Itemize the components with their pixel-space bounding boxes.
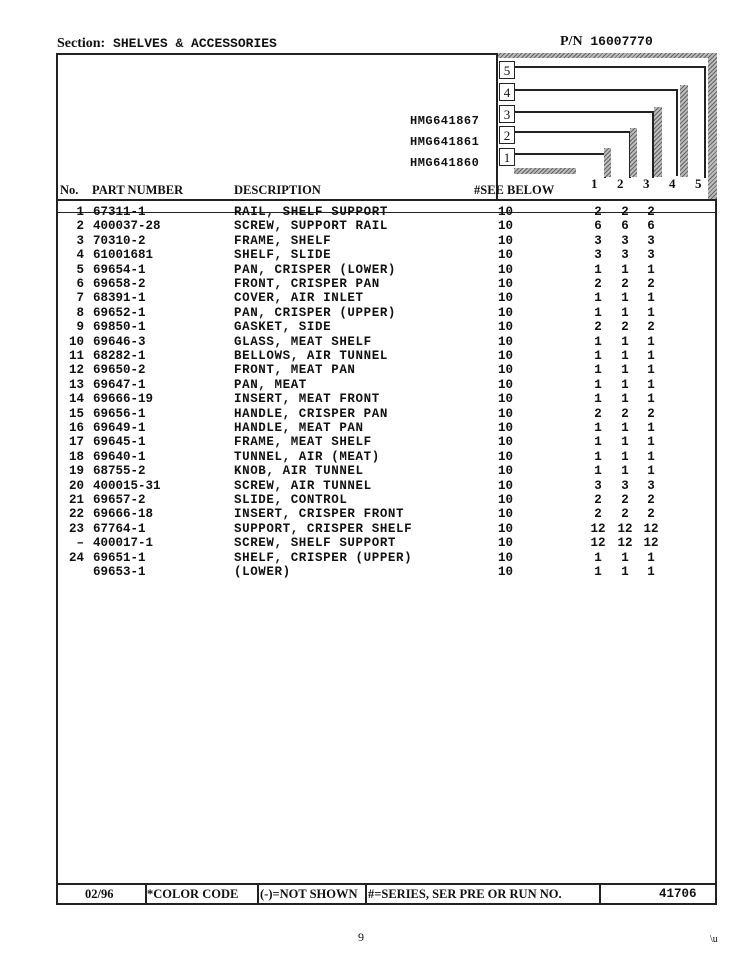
row-see-below: 10 <box>498 262 514 277</box>
row-qty-series-1: 1 <box>594 421 602 435</box>
row-qty-series-1: 3 <box>594 248 602 263</box>
model-label: HMG641860 <box>410 156 480 170</box>
row-qty-series-3: 1 <box>647 464 655 479</box>
row-description: HANDLE, MEAT PAN <box>234 421 364 435</box>
row-see-below: 10 <box>498 449 514 464</box>
row-see-below: 10 <box>498 205 514 219</box>
row-qty-series-1: 1 <box>594 565 602 579</box>
row-see-below: 10 <box>498 536 514 551</box>
row-qty-series-3: 1 <box>647 550 655 565</box>
key-divider <box>496 53 498 199</box>
row-part-number: 69666-19 <box>93 392 154 407</box>
row-qty-series-2: 1 <box>621 449 629 464</box>
row-qty-series-3: 2 <box>647 406 655 421</box>
row-qty-series-2: 12 <box>617 536 633 551</box>
row-qty-series-1: 1 <box>594 464 602 479</box>
row-part-number: 69850-1 <box>93 320 146 335</box>
row-qty-series-3: 1 <box>647 565 655 579</box>
row-qty-series-2: 2 <box>621 277 629 291</box>
row-part-number: 61001681 <box>93 248 154 263</box>
row-see-below: 10 <box>498 421 514 435</box>
part-number-heading <box>560 34 653 50</box>
row-qty-series-1: 1 <box>594 349 602 363</box>
row-no: 11 <box>68 349 84 363</box>
row-qty-series-2: 1 <box>621 435 629 450</box>
row-no: 1 <box>76 205 84 219</box>
row-description: SUPPORT, CRISPER SHELF <box>234 521 413 536</box>
row-description: SLIDE, CONTROL <box>234 493 348 507</box>
section-heading <box>57 36 277 52</box>
row-qty-series-2: 2 <box>621 406 629 421</box>
row-description: HANDLE, CRISPER PAN <box>234 406 388 421</box>
row-description: PAN, CRISPER (UPPER) <box>234 305 397 320</box>
row-part-number: 69647-1 <box>93 377 146 392</box>
row-qty-series-3: 3 <box>647 248 655 263</box>
row-qty-series-1: 3 <box>594 478 602 493</box>
row-description: SCREW, SUPPORT RAIL <box>234 219 388 234</box>
row-qty-series-2: 2 <box>621 320 629 335</box>
row-qty-series-3: 3 <box>647 233 655 248</box>
row-description: RAIL, SHELF SUPPORT <box>234 205 388 219</box>
row-description: INSERT, MEAT FRONT <box>234 392 380 407</box>
row-qty-series-3: 1 <box>647 262 655 277</box>
row-description: PAN, MEAT <box>234 377 307 392</box>
row-no: 17 <box>68 435 84 450</box>
row-no: 16 <box>68 421 84 435</box>
row-qty-series-2: 1 <box>621 363 629 378</box>
footer-legend <box>57 885 717 903</box>
row-description: KNOB, AIR TUNNEL <box>234 464 364 479</box>
key-shade-right <box>708 53 717 199</box>
row-description: (LOWER) <box>234 565 291 579</box>
row-qty-series-3: 3 <box>647 478 655 493</box>
row-see-below: 10 <box>498 521 514 536</box>
footer-separator <box>365 885 367 903</box>
row-description: PAN, CRISPER (LOWER) <box>234 262 397 277</box>
row-no: 2 <box>76 219 84 234</box>
row-qty-series-3: 1 <box>647 291 655 306</box>
row-qty-series-3: 1 <box>647 377 655 392</box>
row-see-below: 10 <box>498 305 514 320</box>
section-name: SHELVES & ACCESSORIES <box>113 36 277 51</box>
col-header-no: No. <box>60 183 79 197</box>
model-label: HMG641861 <box>410 135 480 149</box>
pn-label: P/N <box>560 34 583 49</box>
row-qty-series-1: 2 <box>594 493 602 507</box>
footer-series-note: #=SERIES, SER PRE OR RUN NO. <box>368 887 562 901</box>
footer-date: 02/96 <box>85 887 114 901</box>
row-no: 4 <box>76 248 84 263</box>
row-description: FRAME, SHELF <box>234 233 332 248</box>
row-no: 24 <box>68 550 84 565</box>
row-qty-series-1: 6 <box>594 219 602 234</box>
row-part-number: 69651-1 <box>93 550 146 565</box>
key-number-2: 2 <box>499 126 515 144</box>
row-part-number: 69656-1 <box>93 406 146 421</box>
row-see-below: 10 <box>498 219 514 234</box>
key-number-4: 4 <box>499 83 515 101</box>
row-see-below: 10 <box>498 550 514 565</box>
key-number-1: 1 <box>499 148 515 166</box>
row-qty-series-2: 3 <box>621 478 629 493</box>
page-number: 9 <box>358 930 364 944</box>
row-qty-series-1: 2 <box>594 507 602 522</box>
row-no: 14 <box>68 392 84 407</box>
row-description: GASKET, SIDE <box>234 320 332 335</box>
row-part-number: 67764-1 <box>93 521 146 536</box>
row-part-number: 69650-2 <box>93 363 146 378</box>
footer-color-code: *COLOR CODE <box>147 887 239 901</box>
row-see-below: 10 <box>498 277 514 291</box>
row-part-number: 69658-2 <box>93 277 146 291</box>
row-see-below: 10 <box>498 435 514 450</box>
row-qty-series-3: 1 <box>647 363 655 378</box>
row-qty-series-1: 1 <box>594 291 602 306</box>
row-see-below: 10 <box>498 478 514 493</box>
row-qty-series-3: 2 <box>647 205 655 219</box>
row-see-below: 10 <box>498 320 514 335</box>
row-qty-series-3: 2 <box>647 277 655 291</box>
col-header-see-below: #SEE BELOW <box>474 183 555 197</box>
row-qty-series-1: 1 <box>594 377 602 392</box>
corner-mark: \u <box>710 934 718 945</box>
row-qty-series-1: 1 <box>594 550 602 565</box>
row-part-number: 69657-2 <box>93 493 146 507</box>
row-qty-series-2: 1 <box>621 565 629 579</box>
row-qty-series-2: 2 <box>621 507 629 522</box>
row-see-below: 10 <box>498 392 514 407</box>
row-part-number: 69640-1 <box>93 449 146 464</box>
row-no: 15 <box>68 406 84 421</box>
row-see-below: 10 <box>498 565 514 579</box>
row-description: INSERT, CRISPER FRONT <box>234 507 405 522</box>
row-no: 21 <box>68 493 84 507</box>
row-part-number: 68282-1 <box>93 349 146 363</box>
row-qty-series-1: 12 <box>590 521 606 536</box>
row-description: SCREW, AIR TUNNEL <box>234 478 372 493</box>
row-description: SCREW, SHELF SUPPORT <box>234 536 397 551</box>
row-see-below: 10 <box>498 493 514 507</box>
row-qty-series-3: 1 <box>647 392 655 407</box>
row-part-number: 69652-1 <box>93 305 146 320</box>
row-qty-series-2: 12 <box>617 521 633 536</box>
footer-not-shown: (-)=NOT SHOWN <box>260 887 358 901</box>
col-header-series-1: 1 <box>591 176 598 191</box>
row-qty-series-3: 1 <box>647 449 655 464</box>
row-description: SHELF, SLIDE <box>234 248 332 263</box>
header-divider <box>56 199 717 201</box>
row-description: FRAME, MEAT SHELF <box>234 435 372 450</box>
row-qty-series-3: 12 <box>643 521 659 536</box>
row-qty-series-1: 2 <box>594 277 602 291</box>
row-part-number: 68391-1 <box>93 291 146 306</box>
row-no: 13 <box>68 377 84 392</box>
footer-code: 41706 <box>659 887 697 901</box>
row-see-below: 10 <box>498 349 514 363</box>
row-see-below: 10 <box>498 377 514 392</box>
row-qty-series-3: 1 <box>647 334 655 349</box>
row-qty-series-2: 1 <box>621 421 629 435</box>
key-shade-4 <box>680 85 688 177</box>
row-no: 9 <box>76 320 84 335</box>
row-qty-series-3: 1 <box>647 421 655 435</box>
col-header-series-4: 4 <box>669 176 676 191</box>
row-no: 12 <box>68 363 84 378</box>
row-see-below: 10 <box>498 334 514 349</box>
row-no: 3 <box>76 233 84 248</box>
row-qty-series-2: 1 <box>621 550 629 565</box>
row-qty-series-2: 1 <box>621 377 629 392</box>
row-no: 10 <box>68 334 84 349</box>
row-see-below: 10 <box>498 464 514 479</box>
row-part-number: 70310-2 <box>93 233 146 248</box>
row-part-number: 69649-1 <box>93 421 146 435</box>
row-part-number: 69645-1 <box>93 435 146 450</box>
row-qty-series-2: 1 <box>621 291 629 306</box>
row-qty-series-1: 1 <box>594 363 602 378</box>
col-header-part-number: PART NUMBER <box>92 183 184 197</box>
row-no: 7 <box>76 291 84 306</box>
row-see-below: 10 <box>498 507 514 522</box>
row-qty-series-2: 3 <box>621 248 629 263</box>
row-part-number: 69653-1 <box>93 565 146 579</box>
row-no: 23 <box>68 521 84 536</box>
key-shade-3 <box>654 107 662 177</box>
row-part-number: 400017-1 <box>93 536 154 551</box>
row-qty-series-1: 1 <box>594 449 602 464</box>
row-qty-series-1: 1 <box>594 392 602 407</box>
row-description: FRONT, MEAT PAN <box>234 363 356 378</box>
model-label: HMG641867 <box>410 114 480 128</box>
row-qty-series-2: 3 <box>621 233 629 248</box>
row-qty-series-1: 1 <box>594 262 602 277</box>
row-qty-series-1: 1 <box>594 305 602 320</box>
row-no: 18 <box>68 449 84 464</box>
section-label: Section: <box>57 36 106 51</box>
row-qty-series-2: 1 <box>621 349 629 363</box>
row-qty-series-1: 12 <box>590 536 606 551</box>
row-qty-series-2: 1 <box>621 262 629 277</box>
row-see-below: 10 <box>498 248 514 263</box>
row-qty-series-3: 2 <box>647 507 655 522</box>
row-no: 5 <box>76 262 84 277</box>
row-qty-series-3: 2 <box>647 493 655 507</box>
row-description: BELLOWS, AIR TUNNEL <box>234 349 388 363</box>
row-part-number: 68755-2 <box>93 464 146 479</box>
row-no: 22 <box>68 507 84 522</box>
key-shade-base <box>514 168 576 174</box>
row-no: 19 <box>68 464 84 479</box>
row-no: – <box>76 536 84 551</box>
footer-separator <box>257 885 259 903</box>
col-header-series-3: 3 <box>643 176 650 191</box>
row-see-below: 10 <box>498 363 514 378</box>
row-qty-series-1: 2 <box>594 320 602 335</box>
row-see-below: 10 <box>498 291 514 306</box>
footer-separator <box>599 885 601 903</box>
row-qty-series-1: 3 <box>594 233 602 248</box>
row-qty-series-3: 1 <box>647 349 655 363</box>
row-qty-series-2: 6 <box>621 219 629 234</box>
row-no: 20 <box>68 478 84 493</box>
row-part-number: 69646-3 <box>93 334 146 349</box>
key-shade-2 <box>630 128 637 177</box>
key-shade-top <box>496 53 717 58</box>
row-description: SHELF, CRISPER (UPPER) <box>234 550 413 565</box>
row-qty-series-3: 2 <box>647 320 655 335</box>
row-description: COVER, AIR INLET <box>234 291 364 306</box>
row-qty-series-2: 2 <box>621 205 629 219</box>
row-qty-series-2: 2 <box>621 493 629 507</box>
row-qty-series-2: 1 <box>621 392 629 407</box>
row-qty-series-3: 1 <box>647 435 655 450</box>
row-part-number: 400015-31 <box>93 478 161 493</box>
row-qty-series-1: 1 <box>594 334 602 349</box>
row-qty-series-1: 1 <box>594 435 602 450</box>
row-description: FRONT, CRISPER PAN <box>234 277 380 291</box>
row-qty-series-1: 2 <box>594 205 602 219</box>
row-description: GLASS, MEAT SHELF <box>234 334 372 349</box>
row-qty-series-2: 1 <box>621 334 629 349</box>
row-qty-series-3: 1 <box>647 305 655 320</box>
pn-value: 16007770 <box>590 34 653 49</box>
key-number-3: 3 <box>499 105 515 123</box>
row-part-number: 67311-1 <box>93 205 146 219</box>
key-shade-1 <box>604 148 611 177</box>
col-header-description: DESCRIPTION <box>234 183 321 197</box>
col-header-series-2: 2 <box>617 176 624 191</box>
row-qty-series-1: 2 <box>594 406 602 421</box>
row-qty-series-3: 6 <box>647 219 655 234</box>
row-no: 8 <box>76 305 84 320</box>
row-part-number: 400037-28 <box>93 219 161 234</box>
col-header-series-5: 5 <box>695 176 702 191</box>
row-see-below: 10 <box>498 233 514 248</box>
key-bracket-1 <box>514 153 606 178</box>
row-qty-series-2: 1 <box>621 305 629 320</box>
row-qty-series-2: 1 <box>621 464 629 479</box>
key-number-5: 5 <box>499 61 515 79</box>
row-part-number: 69666-18 <box>93 507 154 522</box>
row-part-number: 69654-1 <box>93 262 146 277</box>
row-see-below: 10 <box>498 406 514 421</box>
row-description: TUNNEL, AIR (MEAT) <box>234 449 380 464</box>
row-no: 6 <box>76 277 84 291</box>
row-qty-series-3: 12 <box>643 536 659 551</box>
